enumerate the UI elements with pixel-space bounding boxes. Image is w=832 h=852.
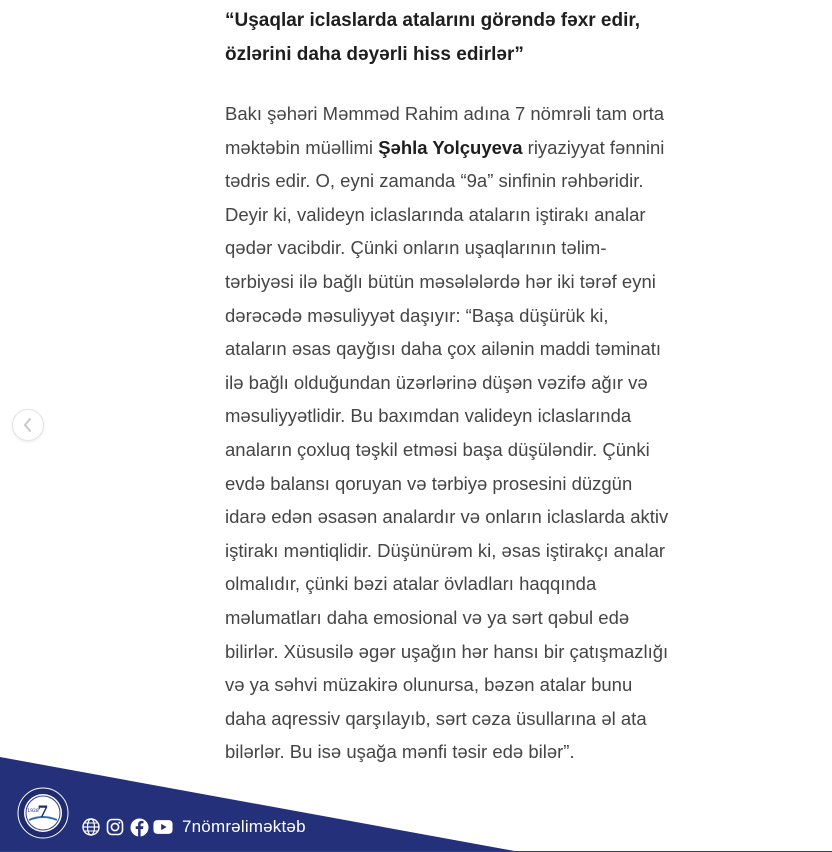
previous-slide-button[interactable] bbox=[12, 409, 44, 441]
paragraph-text-start: Bakı şəhəri Məmməd Rahim adına 7 nömrəli tam orta məktəbin müəllimi bbox=[225, 103, 665, 158]
chevron-left-icon bbox=[22, 418, 34, 432]
article-headline: “Uşaqlar iclaslarda atalarını görəndə fəxr edir, özlərini daha dəyərli hiss edirlər” bbox=[225, 10, 641, 65]
article-paragraph bbox=[225, 97, 675, 769]
teacher-name: Şəhla Yolçuyeva bbox=[378, 136, 523, 158]
facebook-icon[interactable] bbox=[129, 817, 149, 837]
social-handle[interactable]: 7nömrəlimәktәb bbox=[182, 817, 306, 836]
school-logo[interactable] bbox=[17, 787, 69, 839]
banner-band bbox=[0, 757, 832, 852]
brand-banner bbox=[0, 757, 832, 852]
logo-year: 1928 bbox=[27, 809, 39, 814]
article-body bbox=[225, 0, 675, 769]
instagram-icon[interactable] bbox=[105, 817, 125, 837]
globe-icon[interactable] bbox=[81, 817, 101, 837]
paragraph-text-rest: riyaziyyat fənnini tədris edir. O, eyni zamanda “9a” sinfinin rəhbəridir. Deyir ki, valideyn iclaslarında ataların iştirakı analar qədər vacibdir. Çünki onların uşaqlarının təlim-tərbiyəsi ilə bağlı bütün məsələlərdə hər iki tərəf eyni dərəcədə məsuliyyət daşıyır: “Başa düşürük ki, ataların əsas qayğısı daha çox ailənin maddi təminatı ilə bağlı olduğundan üzərlərinə düşən vəzifə ağır və məsuliyyətlidir. Bu baxımdan valideyn iclaslarında anaların çoxluq təşkil etməsi başa düşüləndir. Çünki evdə balansı qoruyan və tərbiyə prosesini düzgün idarə edən əsasən analardır və onların iclaslarda aktiv iştirakı məntiqlidir. Düşünürəm ki, əsas iştirakçı analar olmalıdır, çünki bəzi atalar övladları haqqında məlumatları daha emosional və ya sərt qəbul edə bilirlər. Xüsusilə əgər uşağın hər hansı bir çatışmazlığı və ya səhvi müzakirə olunursa, bəzən atalar bunu daha aqressiv qarşılayıb, sərt cəza üsullarına əl ata bilərlər. Bu isə uşağa mənfi təsir edə bilər”. bbox=[225, 136, 669, 763]
youtube-icon[interactable] bbox=[153, 817, 173, 837]
social-links bbox=[81, 817, 306, 837]
logo-number: 7 bbox=[37, 802, 49, 821]
